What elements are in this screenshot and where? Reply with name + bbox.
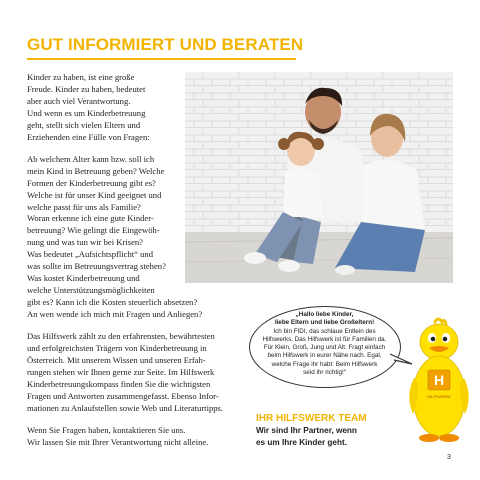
heading-underline (27, 58, 296, 60)
team-line: es um Ihre Kinder geht. (256, 437, 347, 447)
question-line: betreuung? Wie gelingt die Eingewöh- (27, 225, 160, 236)
hilfswerk-line: mationen zu Anlaufstellen sowie Web und Literaturtipps. (27, 402, 224, 413)
bubble-body-line: beim Hilfswerk in eurer Nähe nach. Egal, (267, 352, 382, 360)
duck-mascot-icon (405, 316, 473, 446)
question-line: was sollte im Betreuungsvertrag stehen? (27, 261, 166, 272)
bubble-greeting-line: liebe Eltern und liebe Großeltern! (274, 319, 375, 327)
question-line: gibt es? Kann ich die Kosten steuerlich absetzen? (27, 296, 198, 307)
team-text (256, 425, 357, 448)
intro-line: Kinder zu haben, ist eine große (27, 72, 135, 82)
question-line: welche Unterstützungsmöglichkeiten (27, 284, 155, 295)
hilfswerk-line: Fragen und Antworten zusammengefasst. Ebenso Infor- (27, 390, 219, 401)
question-line: nung und was tun wir bei Krisen? (27, 237, 143, 248)
speech-bubble-text (252, 311, 397, 377)
closing-line: Wenn Sie Fragen haben, kontaktieren Sie uns. (27, 424, 186, 435)
intro-line: Freude. Kinder zu haben, bedeutet (27, 83, 146, 94)
question-line: Welche ist für unser Kind geeignet und (27, 189, 162, 200)
intro-line: aber auch viel Verantwortung. (27, 95, 131, 106)
mascot-badge-letter: H (433, 372, 445, 388)
bubble-body-line: seid ihr richtig!“ (303, 369, 346, 377)
hilfswerk-line: Kinderbetreuungskompass finden Sie die wichtigsten (27, 378, 211, 389)
bubble-greeting-line: „Hallo liebe Kinder, (295, 311, 354, 318)
page-heading: GUT INFORMIERT UND BERATEN (27, 35, 304, 54)
hilfswerk-line: Das Hilfswerk zählt zu den erfahrensten, bewährtesten (27, 331, 215, 342)
family-photo-illustration (185, 72, 453, 283)
question-line: Ab welchem Alter kann bzw. soll ich (27, 153, 155, 164)
hilfswerk-line: Österreich. Mit unserem Wissen und unseren Erfah- (27, 354, 206, 365)
closing-line: Wir lassen Sie mit Ihrer Verantwortung nicht alleine. (27, 436, 209, 447)
page-number: 3 (447, 454, 451, 461)
family-photo (185, 72, 453, 283)
question-line: mein Kind in Betreuung geben? Welche (27, 165, 165, 176)
hilfswerk-line: rungen stehen wir Ihnen gerne zur Seite. Im Hilfswerk (27, 366, 215, 377)
question-line: An wen wende ich mich mit Fragen und Anliegen? (27, 308, 203, 319)
question-line: Was bedeutet „Aufsichtspflicht“ und (27, 249, 154, 260)
intro-line: Und wenn es um Kinderbetreuung (27, 107, 146, 118)
team-line: Wir sind Ihr Partner, wenn (256, 426, 357, 435)
bubble-body-line: Ich bin FIDI, das schlaue Entlein des (273, 327, 376, 335)
intro-line: geht, stellt sich vielen Eltern und (27, 119, 141, 130)
question-line: Was kostet Kinderbetreuung und (27, 273, 140, 283)
question-line: Formen der Kinderbetreuung gibt es? (27, 177, 156, 188)
bubble-body-line: Hilfswerks. Das Hilfswerk ist für Familien da. (262, 335, 387, 343)
intro-line: Erziehenden eine Fülle von Fragen: (27, 131, 150, 142)
question-line: welche passt für uns als Familie? (27, 201, 141, 212)
team-title: IHR HILFSWERK TEAM (256, 413, 367, 424)
question-line: Woran erkenne ich eine gute Kinder- (27, 213, 154, 224)
mascot-badge-text: HILFSWERK (427, 394, 451, 399)
bubble-body-line: welche Frage ihr habt: Beim Hilfswerk (271, 360, 378, 368)
bubble-body-line: Für Klein, Groß, Jung und Alt. Fragt einfach (263, 344, 386, 352)
hilfswerk-line: und erfolgreichsten Trägern von Kinderbetreuung in (27, 343, 207, 354)
